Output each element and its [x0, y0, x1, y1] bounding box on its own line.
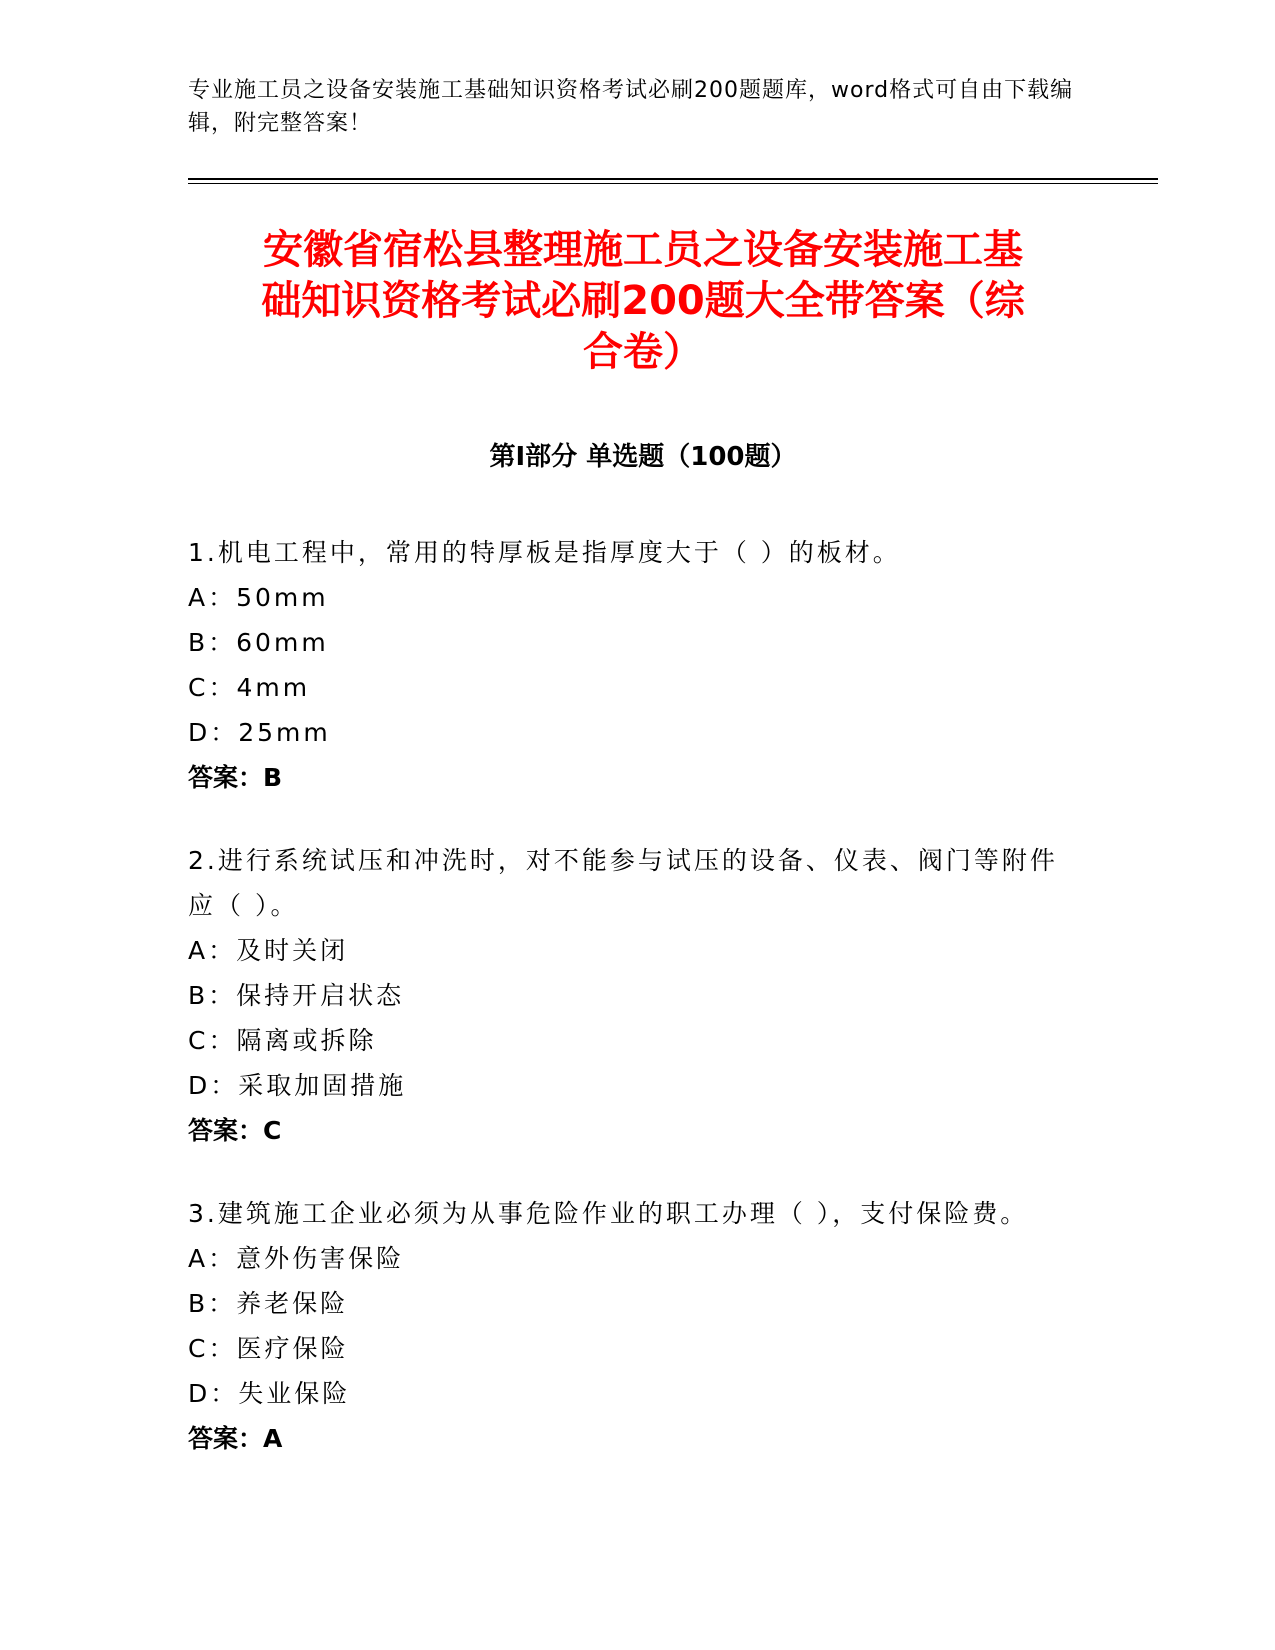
answer-line: 答案：B [188, 763, 283, 792]
option-a: A：意外伤害保险 [188, 1244, 405, 1273]
question-stem: 1.机电工程中，常用的特厚板是指厚度大于（ ）的板材。 [188, 538, 901, 567]
document-title-line: 合卷） [583, 329, 703, 375]
option-c: C：4mm [188, 673, 311, 702]
answer-line: 答案：A [188, 1424, 283, 1453]
document-title [188, 225, 1098, 378]
question-stem: 3.建筑施工企业必须为从事危险作业的职工办理（ ），支付保险费。 [188, 1199, 1029, 1228]
option-a: A：及时关闭 [188, 936, 349, 965]
question-list [188, 530, 1068, 1499]
question-stem: 2.进行系统试压和冲洗时，对不能参与试压的设备、仪表、阀门等附件应（ ）。 [188, 846, 1058, 920]
answer-line: 答案：C [188, 1116, 282, 1145]
section-heading: 第Ⅰ部分 单选题（100题） [489, 442, 797, 472]
option-d: D：25mm [188, 718, 331, 747]
question-item [188, 1191, 1068, 1461]
header-divider-thin [188, 183, 1158, 184]
option-c: C：隔离或拆除 [188, 1026, 377, 1055]
header-note: 专业施工员之设备安装施工基础知识资格考试必刷200题题库，word格式可自由下载编辑，附完整答案！ [188, 78, 1074, 136]
option-b: B：保持开启状态 [188, 981, 405, 1010]
header-divider-thick [188, 178, 1158, 180]
document-title-line: 安徽省宿松县整理施工员之设备安装施工基 [263, 227, 1023, 273]
option-c: C：医疗保险 [188, 1334, 349, 1363]
option-b: B：养老保险 [188, 1289, 349, 1318]
question-item [188, 530, 1068, 800]
option-a: A：50mm [188, 583, 329, 612]
option-d: D：失业保险 [188, 1379, 351, 1408]
document-title-line: 础知识资格考试必刷200题大全带答案（综 [261, 278, 1025, 324]
option-d: D：采取加固措施 [188, 1071, 407, 1100]
question-item [188, 838, 1068, 1153]
option-b: B：60mm [188, 628, 329, 657]
